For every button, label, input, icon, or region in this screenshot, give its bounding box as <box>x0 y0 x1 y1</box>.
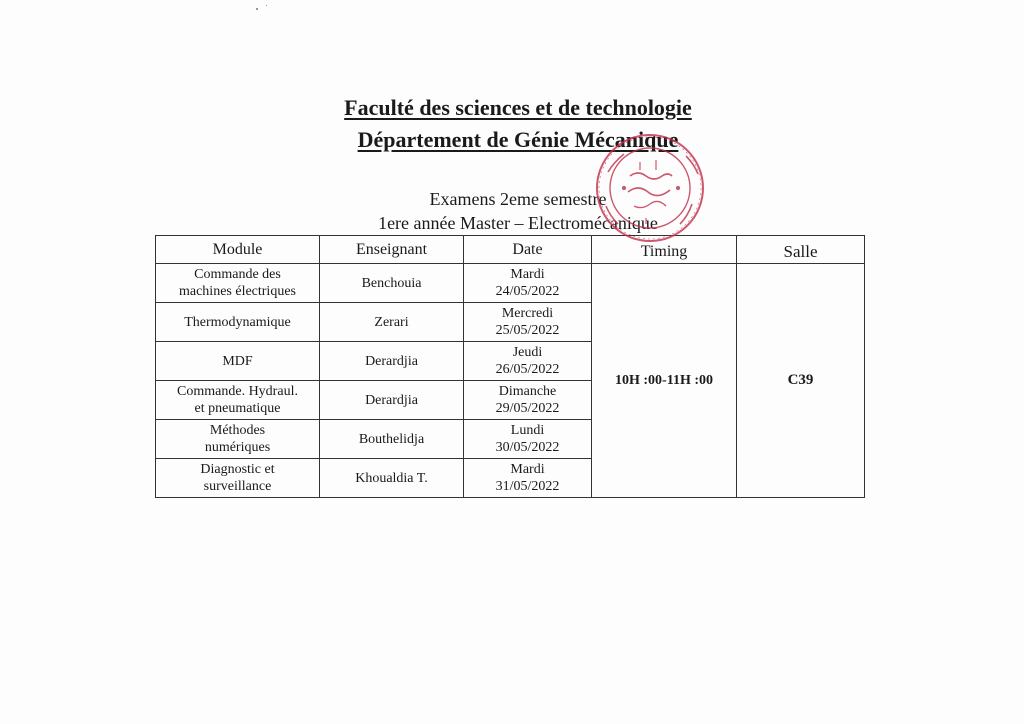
header-date: Date <box>464 236 592 264</box>
day: Mardi <box>510 267 545 282</box>
teacher-cell: Khoualdia T. <box>320 459 464 498</box>
module-cell <box>156 459 320 498</box>
date-cell <box>464 381 592 420</box>
teacher-cell: Bouthelidja <box>320 420 464 459</box>
header-module: Module <box>156 236 320 264</box>
teacher-cell: Benchouia <box>320 264 464 303</box>
day: Mercredi <box>501 306 554 321</box>
department-title: Département de Génie Mécanique <box>357 127 679 152</box>
module-line: et pneumatique <box>194 401 281 416</box>
module-line: Méthodes <box>209 423 266 438</box>
date: 25/05/2022 <box>495 323 560 338</box>
faculty-title: Faculté des sciences et de technologie <box>344 95 692 120</box>
table-header-row <box>156 236 865 264</box>
official-stamp-icon <box>594 132 706 244</box>
module-line: surveillance <box>203 479 272 494</box>
module-cell <box>156 420 320 459</box>
day: Mardi <box>510 462 545 477</box>
scan-speck <box>256 8 258 10</box>
date-cell <box>464 342 592 381</box>
date: 30/05/2022 <box>495 440 560 455</box>
timing-cell: 10H :00-11H :00 <box>592 264 737 498</box>
date: 24/05/2022 <box>495 284 560 299</box>
exam-semester: Examens 2eme semestre <box>429 189 607 209</box>
exam-schedule-table <box>155 235 865 498</box>
teacher-cell: Derardjia <box>320 342 464 381</box>
module-cell <box>156 381 320 420</box>
module-line: Diagnostic et <box>200 462 275 477</box>
teacher-cell: Zerari <box>320 303 464 342</box>
day: Jeudi <box>512 345 543 360</box>
header-timing: Timing <box>592 236 737 264</box>
table-row <box>156 264 865 303</box>
module-line: Commande. Hydraul. <box>177 384 298 399</box>
scan-speck <box>266 5 267 6</box>
module-cell <box>156 264 320 303</box>
teacher-cell: Derardjia <box>320 381 464 420</box>
module-cell: Thermodynamique <box>156 303 320 342</box>
date-cell <box>464 264 592 303</box>
salle-cell: C39 <box>737 264 865 498</box>
module-line: numériques <box>204 440 271 455</box>
module-line: Commande des <box>194 267 281 282</box>
date-cell <box>464 459 592 498</box>
date: 26/05/2022 <box>495 362 560 377</box>
module-line: machines électriques <box>178 284 296 299</box>
header-teacher: Enseignant <box>320 236 464 264</box>
exam-program: 1ere année Master – Electromécanique <box>378 213 658 233</box>
date: 29/05/2022 <box>495 401 560 416</box>
day: Lundi <box>510 423 545 438</box>
header-salle: Salle <box>737 236 865 264</box>
date: 31/05/2022 <box>495 479 560 494</box>
date-cell <box>464 420 592 459</box>
date-cell <box>464 303 592 342</box>
day: Dimanche <box>498 384 557 399</box>
module-cell: MDF <box>156 342 320 381</box>
